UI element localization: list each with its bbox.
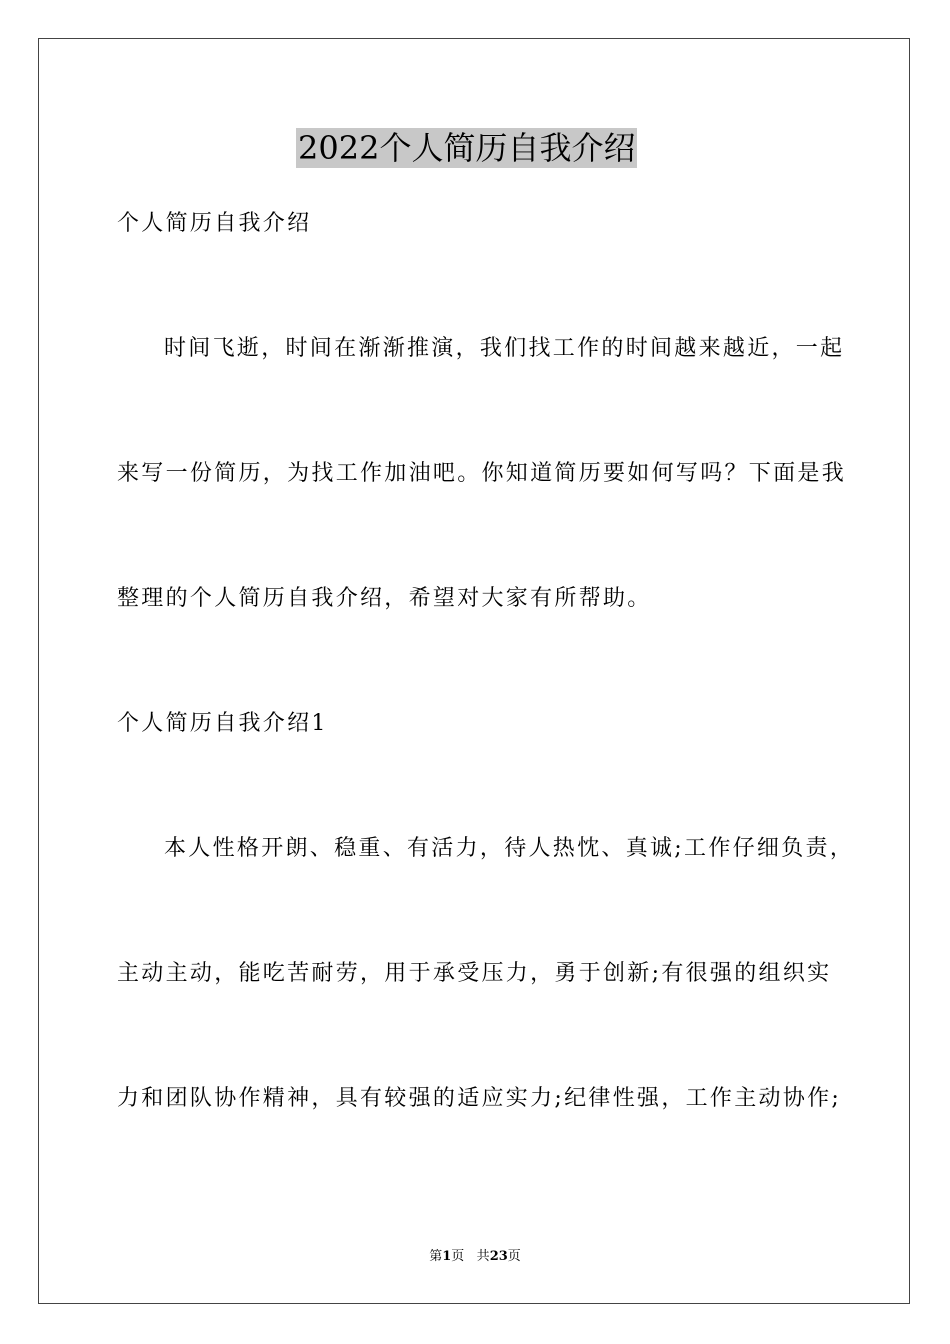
section-heading: 个人简历自我介绍1 — [117, 711, 328, 736]
intro-line-2: 来写一份简历，为找工作加油吧。你知道简历要如何写吗？下面是我 — [117, 461, 847, 486]
document-title: 2022个人简历自我介绍 — [298, 129, 636, 167]
footer-page-number: 1 — [442, 1249, 452, 1264]
footer-total-prefix: 共 — [476, 1249, 490, 1264]
footer-page-suffix: 页 — [451, 1249, 465, 1264]
subtitle: 个人简历自我介绍 — [117, 211, 312, 236]
page-footer — [0, 1248, 950, 1266]
intro-line-3: 整理的个人简历自我介绍，希望对大家有所帮助。 — [117, 586, 652, 611]
footer-total-suffix: 页 — [507, 1249, 521, 1264]
footer-total-pages: 23 — [489, 1249, 508, 1264]
section-line-3: 力和团队协作精神，具有较强的适应实力;纪律性强，工作主动协作; — [117, 1086, 842, 1111]
section-line-1: 本人性格开朗、稳重、有活力，待人热忱、真诚;工作仔细负责， — [164, 836, 855, 861]
footer-page-prefix: 第 — [429, 1249, 443, 1264]
intro-line-1: 时间飞逝，时间在渐渐推演，我们找工作的时间越来越近，一起 — [164, 336, 845, 361]
section-line-2: 主动主动，能吃苦耐劳，用于承受压力，勇于创新;有很强的组织实 — [117, 961, 832, 986]
